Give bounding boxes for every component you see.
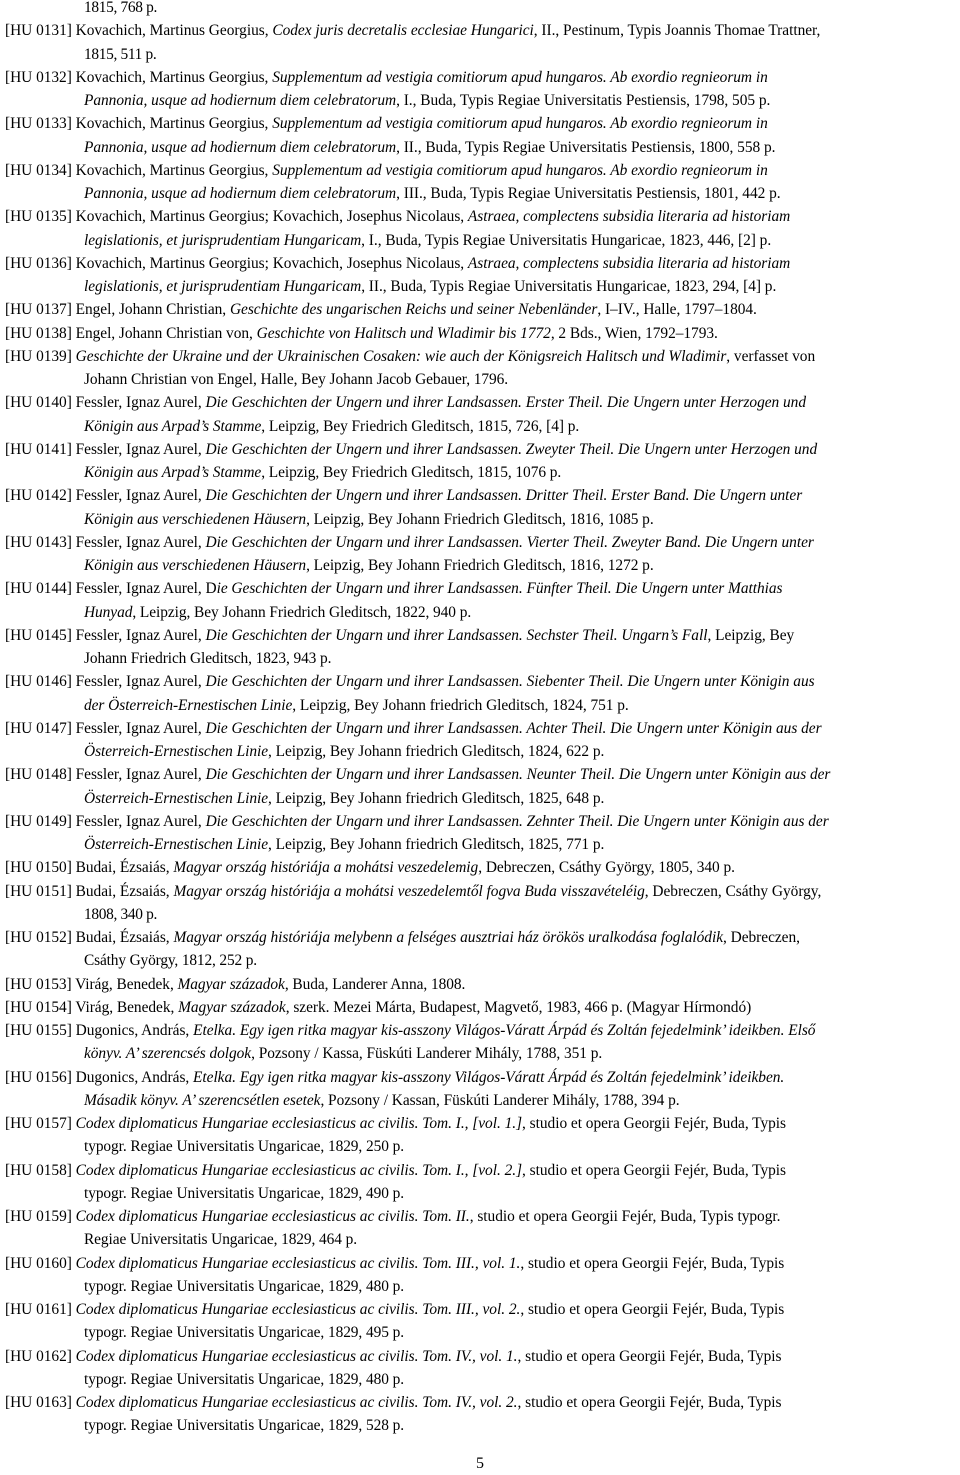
entry-text: typogr. Regiae Universitatis Ungaricae, 1829, 480 p. bbox=[84, 1370, 404, 1388]
entry-text: [HU 0149] Fessler, Ignaz Aurel, bbox=[5, 812, 206, 830]
entry-title-text: Die Geschichten der Ungern und ihrer Landsassen. Erster Theil. Die Ungern unter Herzogen und bbox=[205, 394, 807, 412]
entry-title-text: Königin aus verschiedenen Häusern bbox=[84, 510, 307, 528]
entry-text: , II., Buda, Typis Regiae Universitatis Hungaricae, 1823, 294, [4] p. bbox=[361, 278, 777, 295]
entry-text: , verfasset von bbox=[726, 347, 816, 365]
page-number: 5 bbox=[476, 1455, 484, 1472]
entry-continuation-line bbox=[0, 182, 960, 205]
entry-line bbox=[0, 577, 960, 600]
entry-text: [HU 0159] bbox=[5, 1208, 76, 1225]
entry-text: , studio et opera Georgii Fejér, Buda, Typis bbox=[522, 1161, 786, 1179]
entry-title-text: Etelka. Egy igen ritka magyar kis-asszony Világos-Váratt Árpád és Zoltán fejedelmink’ ideikben. bbox=[193, 1068, 785, 1086]
entry-title-text: Österreich-Ernestischen Linie bbox=[84, 789, 268, 807]
entry-text: Johann Christian von Engel, Halle, Bey Johann Jacob Gebauer, 1796. bbox=[84, 371, 509, 388]
entry-title-text: Geschichte des ungarischen Reichs und seiner Nebenländer bbox=[229, 301, 598, 319]
entry-text: , Buda, Landerer Anna, 1808. bbox=[284, 975, 466, 993]
entry-text: , Leipzig, Bey Johann friedrich Gleditsch, 1824, 751 p. bbox=[292, 696, 629, 714]
entry-line bbox=[0, 1066, 960, 1089]
entry-text: [HU 0131] Kovachich, Martinus Georgius, bbox=[5, 22, 273, 40]
entry-text: typogr. Regiae Universitatis Ungaricae, 1829, 250 p. bbox=[84, 1138, 404, 1156]
entry-text: typogr. Regiae Universitatis Ungaricae, 1829, 480 p. bbox=[84, 1277, 404, 1295]
entry-line bbox=[0, 484, 960, 507]
entry-text: , Leipzig, Bey Johann friedrich Gleditsch, 1825, 771 p. bbox=[267, 836, 605, 853]
entry-continuation-line bbox=[0, 275, 960, 298]
entry-line bbox=[0, 66, 960, 89]
entry-text: [HU 0148] Fessler, Ignaz Aurel, bbox=[5, 766, 206, 784]
entry-text: [HU 0141] Fessler, Ignaz Aurel, bbox=[5, 440, 206, 458]
entry-text: [HU 0161] bbox=[5, 1301, 76, 1318]
entry-title-text: Codex diplomaticus Hungariae ecclesiasticus ac civilis. Tom. III., vol. 2. bbox=[75, 1301, 521, 1318]
entry-text: , Leipzig, Bey Johann Friedrich Gleditsch, 1822, 940 p. bbox=[132, 603, 472, 621]
entry-title-text: Die Geschichten der Ungarn und ihrer Landsassen. Zehnter Theil. Die Ungern unter Königin aus der bbox=[205, 812, 829, 830]
entry-text: [HU 0134] Kovachich, Martinus Georgius, bbox=[5, 161, 273, 179]
entry-text: , I., Buda, Typis Regiae Universitatis Hungaricae, 1823, 446, [2] p. bbox=[361, 231, 772, 249]
entry-text: [HU 0160] bbox=[5, 1254, 76, 1272]
entry-title-text: Österreich-Ernestischen Linie bbox=[84, 743, 268, 760]
entry-line bbox=[0, 1205, 960, 1228]
entry-text: 1815, 768 p. bbox=[84, 0, 157, 16]
entry-line bbox=[0, 298, 960, 321]
entry-line bbox=[0, 856, 960, 879]
entry-text: [HU 0150] Budai, Ézsaiás, bbox=[5, 859, 174, 877]
entry-title-text: Geschichte von Halitsch und Wladimir bis 1772 bbox=[256, 324, 551, 342]
entry-continuation-line bbox=[0, 1089, 960, 1112]
entry-continuation-line bbox=[0, 1321, 960, 1344]
entry-text: 1815, 511 p. bbox=[84, 45, 157, 63]
entry-title-text: Königin aus Arpad’s Stamme bbox=[84, 464, 262, 481]
entry-text: [HU 0151] Budai, Ézsaiás, bbox=[5, 882, 174, 900]
entry-line bbox=[0, 1298, 960, 1321]
entry-text: [HU 0162] bbox=[5, 1347, 76, 1365]
entry-text: [HU 0156] Dugonics, András, bbox=[5, 1068, 194, 1086]
entry-continuation-line bbox=[0, 1368, 960, 1391]
entry-text: , Pozsony / Kassan, Füskúti Landerer Mihály, 1788, 394 p. bbox=[320, 1091, 680, 1109]
entry-title-text: Supplementum ad vestigia comitiorum apud hungaros. Ab exordio regnieorum in bbox=[272, 161, 768, 179]
entry-line bbox=[0, 973, 960, 996]
entry-text: , Leipzig, Bey Johann friedrich Gleditsch, 1825, 648 p. bbox=[267, 789, 605, 807]
entry-title-text: Etelka. Egy igen ritka magyar kis-asszony Világos-Váratt Árpád és Zoltán fejedelmink’ ideikben. Első bbox=[193, 1022, 816, 1039]
entry-title-text: Magyar ország históriája melybenn a felséges ausztriai ház örökös uralkodása foglalódik bbox=[173, 929, 723, 946]
entry-continuation-line bbox=[0, 136, 960, 159]
entry-text: typogr. Regiae Universitatis Ungaricae, 1829, 528 p. bbox=[84, 1417, 404, 1435]
entry-text: [HU 0158] bbox=[5, 1161, 76, 1179]
entry-text: [HU 0136] Kovachich, Martinus Georgius; Kovachich, Josephus Nicolaus, bbox=[5, 254, 468, 272]
entry-title-text: ie Geschichten der Ungarn und ihrer Landsassen. Fünfter Theil. Die Ungern unter Matthias bbox=[216, 580, 783, 598]
entry-text: [HU 0153] Virág, Benedek, bbox=[5, 975, 178, 993]
entry-line bbox=[0, 322, 960, 345]
entry-continuation-line bbox=[0, 415, 960, 438]
entry-title-text: Másadik könyv. A’ szerencsétlen esetek bbox=[84, 1091, 321, 1109]
entry-text: [HU 0157] bbox=[5, 1115, 76, 1132]
entry-continuation-line bbox=[0, 461, 960, 484]
entry-continuation-line bbox=[0, 554, 960, 577]
entry-text: , Leipzig, Bey Friedrich Gleditsch, 1815, 726, [4] p. bbox=[261, 417, 580, 435]
entry-text: [HU 0154] Virág, Benedek, bbox=[5, 998, 179, 1016]
entry-title-text: Geschichte der Ukraine und der Ukrainischen Cosaken: wie auch der Königsreich Halitsch und Wladimir bbox=[75, 347, 727, 365]
entry-text: , szerk. Mezei Márta, Budapest, Magvető, 1983, 466 p. (Magyar Hírmondó) bbox=[285, 998, 752, 1016]
entry-continuation-line bbox=[0, 1042, 960, 1065]
entry-title-text: Codex diplomaticus Hungariae ecclesiasticus ac civilis. Tom. I., [vol. 2.] bbox=[75, 1161, 523, 1179]
entry-title-text: Königin aus Arpad’s Stamme bbox=[84, 417, 262, 435]
entry-text: [HU 0133] Kovachich, Martinus Georgius, bbox=[5, 115, 273, 133]
entry-text: , Pozsony / Kassa, Füskúti Landerer Mihály, 1788, 351 p. bbox=[251, 1045, 603, 1063]
entry-text: , I–IV., Halle, 1797–1804. bbox=[597, 301, 757, 319]
entry-text: , studio et opera Georgii Fejér, Buda, Typis bbox=[517, 1394, 782, 1411]
entry-text: Regiae Universitatis Ungaricae, 1829, 464 p. bbox=[84, 1231, 357, 1249]
entry-title-text: legislationis, et jurisprudentiam Hungaricam bbox=[84, 278, 362, 295]
entry-text: [HU 0146] Fessler, Ignaz Aurel, bbox=[5, 673, 206, 691]
entry-text: , Leipzig, Bey Johann friedrich Gleditsch, 1824, 622 p. bbox=[267, 743, 605, 760]
entry-continuation-line bbox=[0, 903, 960, 926]
entry-text: , II., Buda, Typis Regiae Universitatis Pestiensis, 1800, 558 p. bbox=[396, 138, 776, 156]
entry-text: , II., Pestinum, Typis Joannis Thomae Trattner, bbox=[533, 22, 821, 40]
entry-text: , Leipzig, Bey bbox=[707, 626, 795, 644]
entry-text: [HU 0139] bbox=[5, 347, 76, 365]
entry-title-text: Codex diplomaticus Hungariae ecclesiasticus ac civilis. Tom. IV., vol. 2. bbox=[75, 1394, 518, 1411]
entry-title-text: Die Geschichten der Ungarn und ihrer Landsassen. Vierter Theil. Zweyter Band. Die Ungern unter bbox=[205, 533, 814, 551]
entry-continuation-line bbox=[0, 833, 960, 856]
entry-title-text: legislationis, et jurisprudentiam Hungaricam bbox=[84, 231, 362, 249]
entry-title-text: Magyar ország históriája a mohátsi veszedelemig bbox=[173, 859, 479, 877]
entry-text: , Debreczen, Csáthy György, 1805, 340 p. bbox=[478, 859, 735, 877]
entry-line bbox=[0, 252, 960, 275]
entry-title-text: Magyar ország históriája a mohátsi veszedelemtől fogva Buda visszavételéig bbox=[173, 882, 645, 900]
entry-line bbox=[0, 0, 960, 19]
entry-title-text: Codex diplomaticus Hungariae ecclesiasticus ac civilis. Tom. II. bbox=[75, 1208, 470, 1225]
entry-title-text: Codex diplomaticus Hungariae ecclesiasticus ac civilis. Tom. III., vol. 1. bbox=[75, 1254, 521, 1272]
entry-line bbox=[0, 391, 960, 414]
entry-text: [HU 0135] Kovachich, Martinus Georgius; Kovachich, Josephus Nicolaus, bbox=[5, 208, 468, 226]
entry-text: [HU 0143] Fessler, Ignaz Aurel, bbox=[5, 533, 206, 551]
entry-continuation-line bbox=[0, 601, 960, 624]
entry-line bbox=[0, 1391, 960, 1414]
entry-title-text: Codex diplomaticus Hungariae ecclesiasticus ac civilis. Tom. I., [vol. 1.] bbox=[75, 1115, 523, 1132]
entry-title-text: der Österreich-Ernestischen Linie bbox=[84, 696, 293, 714]
entry-line bbox=[0, 438, 960, 461]
entry-title-text: Österreich-Ernestischen Linie bbox=[84, 836, 268, 853]
entry-text: typogr. Regiae Universitatis Ungaricae, 1829, 490 p. bbox=[84, 1184, 404, 1202]
entry-text: [HU 0147] Fessler, Ignaz Aurel, bbox=[5, 719, 206, 737]
entry-text: , Debreczen, Csáthy György, bbox=[644, 882, 822, 900]
entry-continuation-line bbox=[0, 229, 960, 252]
entry-text: , Leipzig, Bey Friedrich Gleditsch, 1815, 1076 p. bbox=[261, 464, 562, 481]
entry-line bbox=[0, 880, 960, 903]
entry-title-text: Königin aus verschiedenen Häusern bbox=[84, 557, 307, 574]
entry-title-text: Die Geschichten der Ungarn und ihrer Landsassen. Sechster Theil. Ungarn’s Fall bbox=[205, 626, 708, 644]
entry-line bbox=[0, 205, 960, 228]
entry-title-text: Hunyad bbox=[84, 603, 133, 621]
entry-continuation-line bbox=[0, 647, 960, 670]
entry-text: , Debreczen, bbox=[723, 929, 800, 946]
entry-line bbox=[0, 112, 960, 135]
entry-title-text: Codex juris decretalis ecclesiae Hungarici bbox=[272, 22, 534, 40]
entry-line bbox=[0, 670, 960, 693]
entry-text: [HU 0132] Kovachich, Martinus Georgius, bbox=[5, 68, 273, 86]
entry-title-text: Supplementum ad vestigia comitiorum apud hungaros. Ab exordio regnieorum in bbox=[272, 115, 768, 133]
entry-text: [HU 0163] bbox=[5, 1394, 76, 1411]
entry-title-text: Die Geschichten der Ungern und ihrer Landsassen. Dritter Theil. Erster Band. Die Ungern unter bbox=[205, 487, 803, 505]
entry-title-text: Die Geschichten der Ungern und ihrer Landsassen. Zweyter Theil. Die Ungern unter Herzogen und bbox=[205, 440, 818, 458]
entry-line bbox=[0, 531, 960, 554]
entry-text: [HU 0137] Engel, Johann Christian, bbox=[5, 301, 230, 319]
entry-text: , studio et opera Georgii Fejér, Buda, Typis bbox=[522, 1115, 786, 1132]
entry-text: , I., Buda, Typis Regiae Universitatis Pestiensis, 1798, 505 p. bbox=[396, 92, 771, 109]
entry-title-text: Pannonia, usque ad hodiernum diem celebratorum bbox=[84, 185, 397, 202]
entry-continuation-line bbox=[0, 89, 960, 112]
entry-text: [HU 0138] Engel, Johann Christian von, bbox=[5, 324, 257, 342]
entry-title-text: Pannonia, usque ad hodiernum diem celebratorum bbox=[84, 92, 397, 109]
entry-text: [HU 0155] Dugonics, András, bbox=[5, 1022, 194, 1039]
entry-text: [HU 0144] Fessler, Ignaz Aurel, D bbox=[5, 580, 217, 598]
entry-line bbox=[0, 345, 960, 368]
entry-text: , studio et opera Georgii Fejér, Buda, Typis bbox=[520, 1301, 785, 1318]
entry-title-text: Astraea, complectens subsidia literaria ad historiam bbox=[467, 254, 791, 272]
entry-text: 1808, 340 p. bbox=[84, 905, 157, 923]
entry-text: [HU 0152] Budai, Ézsaiás, bbox=[5, 929, 174, 946]
entry-text: [HU 0145] Fessler, Ignaz Aurel, bbox=[5, 626, 206, 644]
entry-text: [HU 0142] Fessler, Ignaz Aurel, bbox=[5, 487, 206, 505]
entry-line bbox=[0, 19, 960, 42]
entry-line bbox=[0, 717, 960, 740]
entry-continuation-line bbox=[0, 1414, 960, 1437]
entry-text: , studio et opera Georgii Fejér, Buda, Typis bbox=[517, 1347, 782, 1365]
entry-title-text: Die Geschichten der Ungarn und ihrer Landsassen. Neunter Theil. Die Ungern unter Königin aus der bbox=[205, 766, 831, 784]
entry-continuation-line bbox=[0, 949, 960, 972]
entry-continuation-line bbox=[0, 508, 960, 531]
entry-title-text: Die Geschichten der Ungarn und ihrer Landsassen. Siebenter Theil. Die Ungern unter Königin aus bbox=[205, 673, 815, 691]
entry-title-text: Codex diplomaticus Hungariae ecclesiasticus ac civilis. Tom. IV., vol. 1. bbox=[75, 1347, 518, 1365]
entry-text: , studio et opera Georgii Fejér, Buda, Typis typogr. bbox=[469, 1208, 781, 1225]
entry-line bbox=[0, 1019, 960, 1042]
entry-title-text: Magyar századok bbox=[177, 975, 285, 993]
entry-continuation-line bbox=[0, 694, 960, 717]
entry-line bbox=[0, 763, 960, 786]
entry-title-text: Supplementum ad vestigia comitiorum apud hungaros. Ab exordio regnieorum in bbox=[272, 68, 768, 86]
entry-title-text: Magyar századok bbox=[178, 998, 286, 1016]
entry-text: [HU 0140] Fessler, Ignaz Aurel, bbox=[5, 394, 206, 412]
entry-line bbox=[0, 159, 960, 182]
entry-line bbox=[0, 996, 960, 1019]
entry-line bbox=[0, 1159, 960, 1182]
entry-text: , Leipzig, Bey Johann Friedrich Gleditsch, 1816, 1085 p. bbox=[306, 510, 654, 528]
entry-line bbox=[0, 926, 960, 949]
entry-text: Johann Friedrich Gleditsch, 1823, 943 p. bbox=[84, 650, 332, 667]
entry-line bbox=[0, 1345, 960, 1368]
entry-continuation-line bbox=[0, 1228, 960, 1251]
entry-line bbox=[0, 810, 960, 833]
entry-continuation-line bbox=[0, 1135, 960, 1158]
entry-continuation-line bbox=[0, 368, 960, 391]
entry-text: Csáthy György, 1812, 252 p. bbox=[84, 952, 257, 970]
entry-title-text: könyv. A’ szerencsés dolgok bbox=[84, 1045, 252, 1063]
entry-text: , 2 Bds., Wien, 1792–1793. bbox=[550, 324, 718, 342]
entry-text: typogr. Regiae Universitatis Ungaricae, 1829, 495 p. bbox=[84, 1324, 404, 1342]
entry-text: , III., Buda, Typis Regiae Universitatis Pestiensis, 1801, 442 p. bbox=[396, 185, 781, 202]
entry-continuation-line bbox=[0, 740, 960, 763]
entry-line bbox=[0, 1252, 960, 1275]
entry-text: , studio et opera Georgii Fejér, Buda, Typis bbox=[520, 1254, 785, 1272]
entry-continuation-line bbox=[0, 43, 960, 66]
entry-title-text: Die Geschichten der Ungarn und ihrer Landsassen. Achter Theil. Die Ungern unter Königin aus der bbox=[205, 719, 822, 737]
entry-text: , Leipzig, Bey Johann Friedrich Gleditsch, 1816, 1272 p. bbox=[306, 557, 654, 574]
entry-title-text: Astraea, complectens subsidia literaria ad historiam bbox=[467, 208, 791, 226]
entry-continuation-line bbox=[0, 1182, 960, 1205]
entry-continuation-line bbox=[0, 1275, 960, 1298]
entry-title-text: Pannonia, usque ad hodiernum diem celebratorum bbox=[84, 138, 397, 156]
entry-line bbox=[0, 1112, 960, 1135]
entry-line bbox=[0, 624, 960, 647]
entry-continuation-line bbox=[0, 787, 960, 810]
